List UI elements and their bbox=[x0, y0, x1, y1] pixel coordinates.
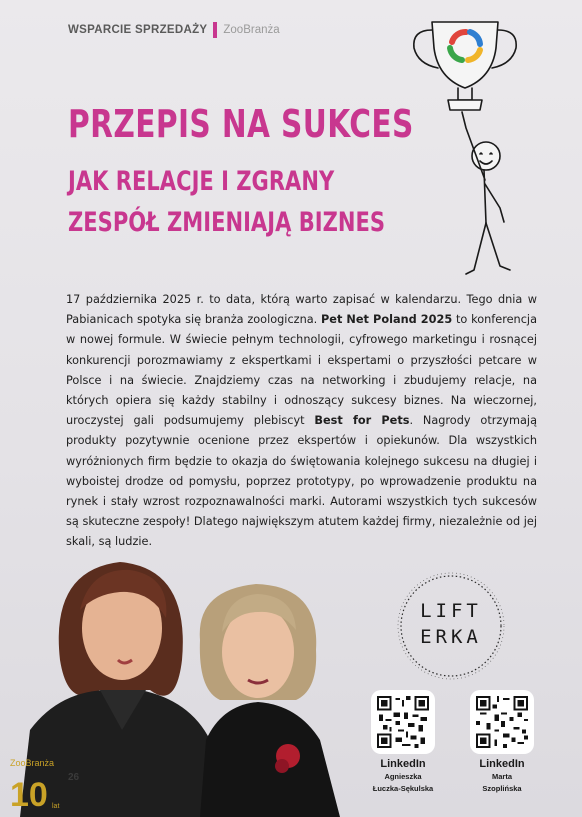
anniversary-badge bbox=[8, 756, 68, 812]
logo-line-1: LIFT bbox=[420, 600, 482, 622]
qr-name-2a: Marta bbox=[491, 772, 512, 781]
lifterka-logo bbox=[395, 598, 507, 650]
badge-unit: lat bbox=[52, 803, 60, 810]
page-number: 26 bbox=[68, 772, 80, 783]
body-text-3: . Nagrody otrzymają produkty pozytywnie ocenione przez ekspertów i opiekunów. Dla wszystkich wyróżnionych firm będzie to okazja do świętowania kolejnego sukcesu na długiej i wyboistej drodze od pomysłu, poprzez prototypy, po wprowadzenie produktu na rynek i stały wzrost rozpoznawalności marki. Autorami wszystkich tych sukcesów są skuteczne zespoły! Dlatego największym atutem każdej firmy, niezależnie od jej skali, są ludzie. bbox=[66, 414, 537, 549]
section-header bbox=[68, 22, 280, 38]
qr-title-1: LinkedIn bbox=[380, 758, 426, 770]
qr-label-2 bbox=[457, 758, 547, 794]
header-divider bbox=[213, 22, 217, 38]
qr-code-linkedin-1[interactable] bbox=[371, 690, 435, 754]
section-label: WSPARCIE SPRZEDAŻY bbox=[68, 24, 208, 36]
badge-brand: ZooBranża bbox=[10, 758, 55, 768]
qr-name-2b: Szoplińska bbox=[482, 784, 522, 793]
qr-name-1a: Agnieszka bbox=[384, 772, 422, 781]
subtitle-line-2: ZESPÓŁ ZMIENIAJĄ BIZNES bbox=[68, 207, 386, 238]
article-body bbox=[66, 290, 537, 553]
plebiscite-name: Best for Pets bbox=[314, 414, 410, 428]
badge-number: 10 bbox=[10, 776, 48, 812]
trophy-illustration bbox=[400, 8, 520, 278]
qr-pattern bbox=[377, 696, 429, 748]
brand-name: ZooBranża bbox=[223, 24, 280, 36]
qr-code-linkedin-2[interactable] bbox=[470, 690, 534, 754]
body-text-2: to konferencja w nowej formule. W świecie pełnym technologii, cyfrowego marketingu i rosnącej konkurencji porozmawiamy z ekspertkami i ekspertami o przyszłości petcare w Polsce i na świecie. Znajdziemy czas na networking i zbudujemy relacje, na których opiera się każdy stabilny i odnoszący sukcesy biznes. Na wieczornej, uroczystej gali podsumujemy plebiscyt bbox=[66, 313, 537, 428]
qr-pattern bbox=[476, 696, 528, 748]
qr-name-1b: Łuczka-Sękulska bbox=[372, 784, 434, 793]
body-text-1: 17 października 2025 r. to data, którą warto zapisać w kalendarzu. Tego dnia w Pabianicach spotyka się branża zoologiczna. bbox=[66, 293, 537, 327]
event-name: Pet Net Poland 2025 bbox=[321, 313, 453, 327]
qr-title-2: LinkedIn bbox=[479, 758, 525, 770]
subtitle-line-1: JAK RELACJE I ZGRANY bbox=[68, 166, 335, 197]
qr-label-1 bbox=[358, 758, 448, 794]
page-title: PRZEPIS NA SUKCES bbox=[68, 102, 414, 146]
logo-line-2: ERKA bbox=[420, 626, 482, 648]
